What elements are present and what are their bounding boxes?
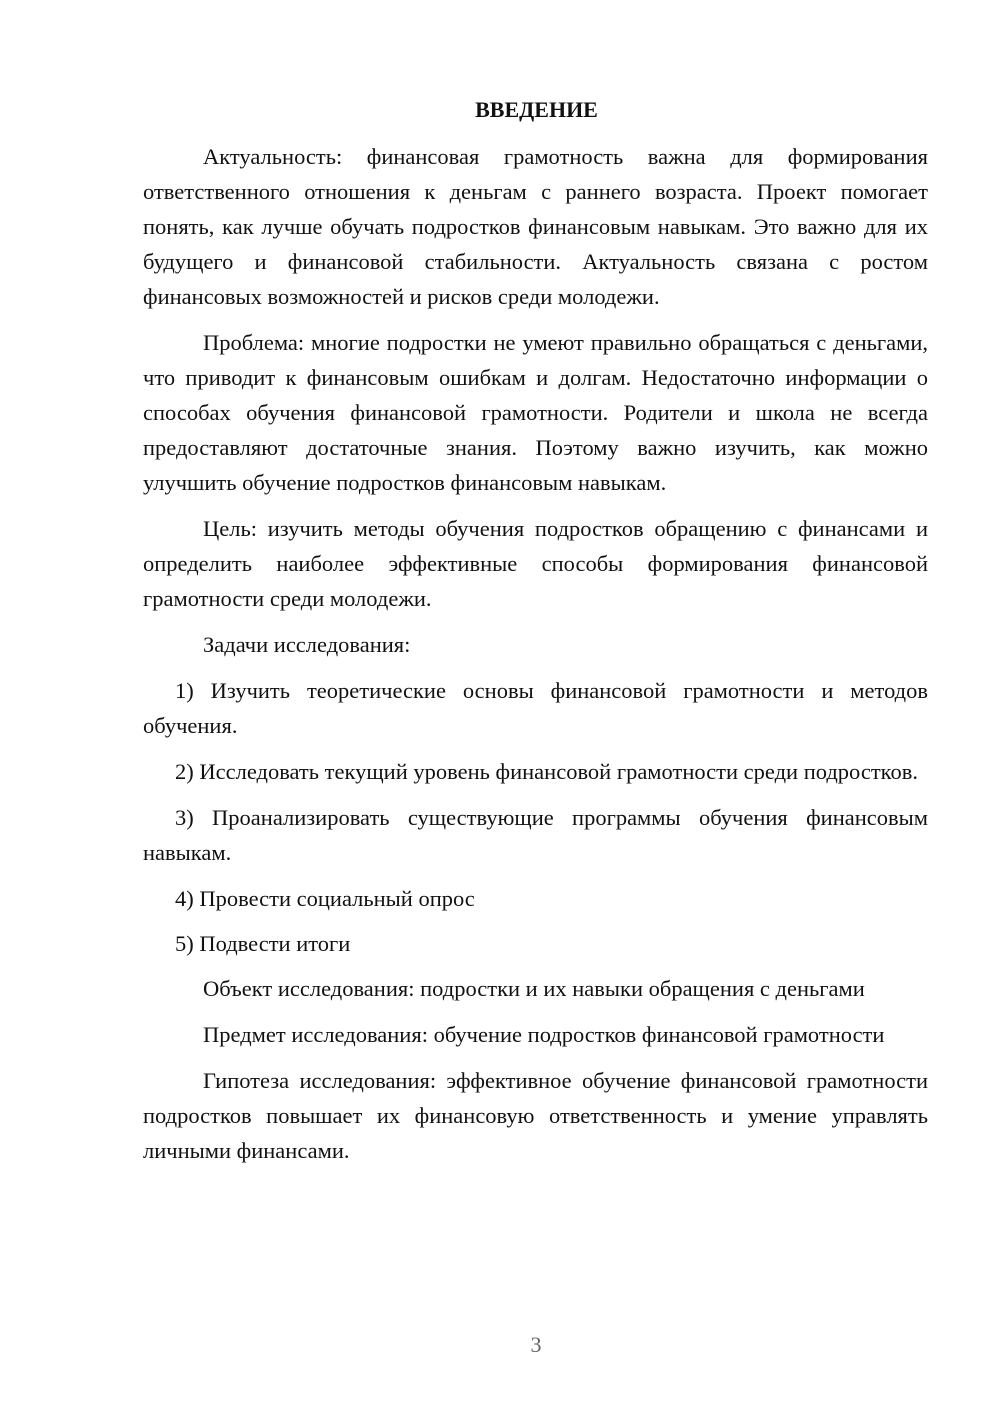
relevance-paragraph: Актуальность: финансовая грамотность важна для формирования ответственного отношения к деньгам с раннего возраста. Проект помогает понять, как лучше обучать подростков финансовым навыкам. Это важно для их будущего и финансовой стабильности. Актуальность связана с ростом финансовых возможностей и рисков среди молодежи. <box>143 144 928 309</box>
task-item-3: 3) Проанализировать существующие программы обучения финансовым навыкам. <box>143 805 928 865</box>
problem-paragraph: Проблема: многие подростки не умеют правильно обращаться с деньгами, что приводит к финансовым ошибкам и долгам. Недостаточно информации о способах обучения финансовой грамотности. Родители и школа не всегда предоставляют достаточные знания. Поэтому важно изучить, как можно улучшить обучение подростков финансовым навыкам. <box>143 330 928 495</box>
tasks-title: Задачи исследования: <box>203 632 411 657</box>
subject-paragraph: Предмет исследования: обучение подростков финансовой грамотности <box>203 1022 885 1047</box>
section-heading: ВВЕДЕНИЕ <box>475 97 598 122</box>
page-number: 3 <box>530 1332 542 1357</box>
hypothesis-paragraph: Гипотеза исследования: эффективное обучение финансовой грамотности подростков повышает их финансовую ответственность и умение управлять личными финансами. <box>143 1068 928 1163</box>
task-item-5: 5) Подвести итоги <box>175 931 351 956</box>
task-item-4: 4) Провести социальный опрос <box>175 886 475 911</box>
object-paragraph: Объект исследования: подростки и их навыки обращения с деньгами <box>203 976 865 1001</box>
task-item-2: 2) Исследовать текущий уровень финансовой грамотности среди подростков. <box>175 759 918 784</box>
task-item-1: 1) Изучить теоретические основы финансовой грамотности и методов обучения. <box>143 678 928 738</box>
document-page <box>143 92 928 1179</box>
goal-paragraph: Цель: изучить методы обучения подростков обращению с финансами и определить наиболее эффективные способы формирования финансовой грамотности среди молодежи. <box>143 516 928 611</box>
